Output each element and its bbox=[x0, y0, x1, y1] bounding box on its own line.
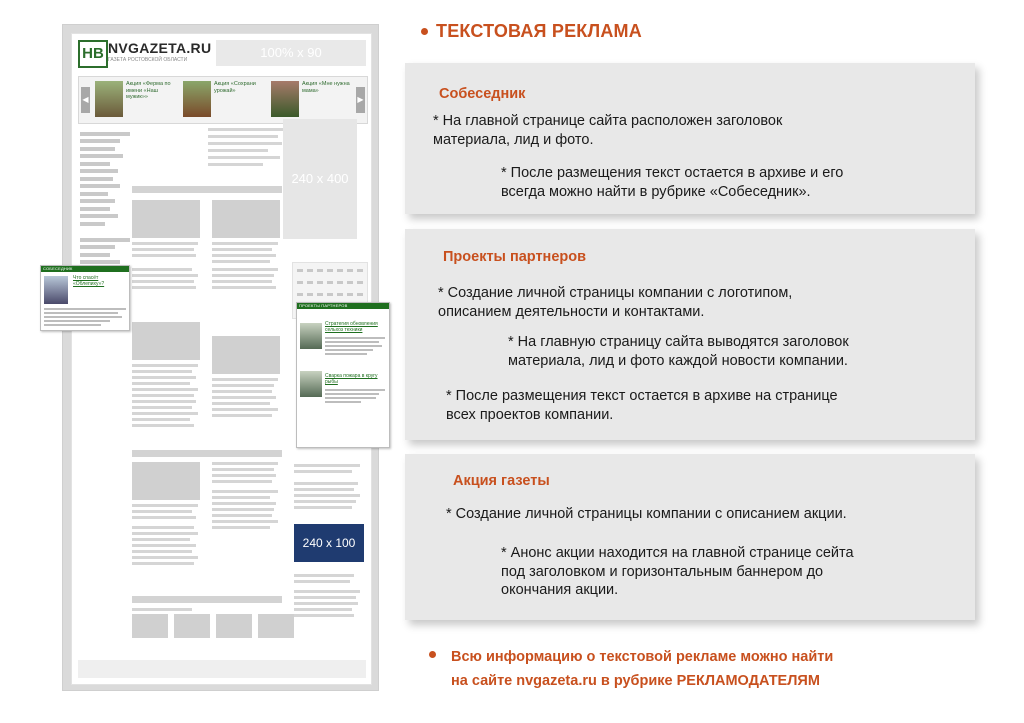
panel-sobesednik bbox=[405, 63, 975, 214]
promo-carousel bbox=[78, 76, 368, 124]
promo-text: Акция «Сохрани урожай» bbox=[214, 81, 256, 94]
widget-header: ПРОЕКТЫ ПАРТНЕРОВ bbox=[297, 303, 389, 309]
widget-photo bbox=[44, 276, 68, 304]
section-text: * На главную страницу сайта выводятся заголовок материала, лид и фото каждой новости компании. bbox=[508, 334, 849, 369]
banner-placeholder-bottom: 240 x 100 bbox=[294, 524, 364, 562]
banner-placeholder-top: 100% x 90 bbox=[216, 40, 366, 66]
widget-header: СОБЕСЕДНИК bbox=[41, 266, 129, 272]
page-title: ТЕКСТОВАЯ РЕКЛАМА bbox=[436, 21, 642, 41]
promo-thumb bbox=[271, 81, 299, 117]
section-heading: Проекты партнеров bbox=[443, 249, 587, 265]
section-text: * На главной странице сайта расположен заголовок материала, лид и фото. bbox=[433, 113, 783, 148]
section-text: * После размещения текст остается в архиве на странице всех проектов компании. bbox=[446, 388, 838, 423]
site-footer bbox=[78, 660, 366, 678]
carousel-right-arrow-icon[interactable]: ▶ bbox=[356, 87, 365, 113]
promo-thumb bbox=[183, 81, 211, 117]
widget-photo bbox=[300, 371, 322, 397]
widget-title-link[interactable]: Сварка пожара в кругу рыбы bbox=[325, 373, 378, 385]
widget-body bbox=[44, 306, 126, 328]
promo-thumb bbox=[95, 81, 123, 117]
section-bar bbox=[132, 596, 282, 603]
logo-subtitle: ГАЗЕТА РОСТОВСКОЙ ОБЛАСТИ bbox=[108, 57, 188, 63]
site-logo bbox=[78, 40, 212, 66]
promo-item[interactable] bbox=[183, 81, 265, 119]
title-bullet-icon bbox=[421, 28, 428, 35]
section-bar bbox=[132, 450, 282, 457]
widget-body bbox=[325, 387, 385, 405]
carousel-left-arrow-icon[interactable]: ◀ bbox=[81, 87, 90, 113]
section-text: * Анонс акции находится на главной странице сейта под заголовком и горизонтальным баннером до окончания акции. bbox=[501, 545, 854, 598]
widget-title-link[interactable]: Стратегия обновления сельхоз техники bbox=[325, 321, 378, 333]
panel-promo bbox=[405, 454, 975, 620]
banner-placeholder-side: 240 x 400 bbox=[283, 119, 357, 239]
footnote-line: Всю информацию о текстовой рекламе можно найти bbox=[451, 649, 834, 665]
section-heading: Акция газеты bbox=[453, 473, 550, 489]
widget-body bbox=[325, 335, 385, 357]
panel-partners bbox=[405, 229, 975, 440]
footnote bbox=[451, 645, 931, 693]
widget-photo bbox=[300, 323, 322, 349]
section-heading: Собеседник bbox=[439, 86, 526, 102]
footnote-bullet-icon bbox=[429, 651, 436, 658]
section-text: * Создание личной страницы компании с логотипом, описанием деятельности и контактами. bbox=[438, 285, 793, 320]
promo-item[interactable] bbox=[271, 81, 353, 119]
section-text: * После размещения текст остается в архиве и его всегда можно найти в рубрике «Собеседник». bbox=[501, 165, 844, 200]
section-bar bbox=[132, 186, 282, 193]
promo-text: Акция «Ферма по имени «Наш мужик»» bbox=[126, 81, 171, 100]
footnote-line: на сайте nvgazeta.ru в рубрике РЕКЛАМОДАТЕЛЯМ bbox=[451, 673, 820, 689]
partners-widget[interactable] bbox=[296, 302, 390, 448]
promo-text: Акция «Мне нужна мама» bbox=[302, 81, 350, 94]
sobesednik-widget[interactable] bbox=[40, 265, 130, 331]
section-text: * Создание личной страницы компании с описанием акции. bbox=[446, 506, 847, 522]
logo-mark: НВ bbox=[78, 40, 108, 68]
widget-title-link[interactable]: Что спасёт «Облепиху»? bbox=[73, 275, 105, 287]
promo-item[interactable] bbox=[95, 81, 177, 119]
logo-name: NVGAZETA.RU bbox=[108, 40, 212, 56]
